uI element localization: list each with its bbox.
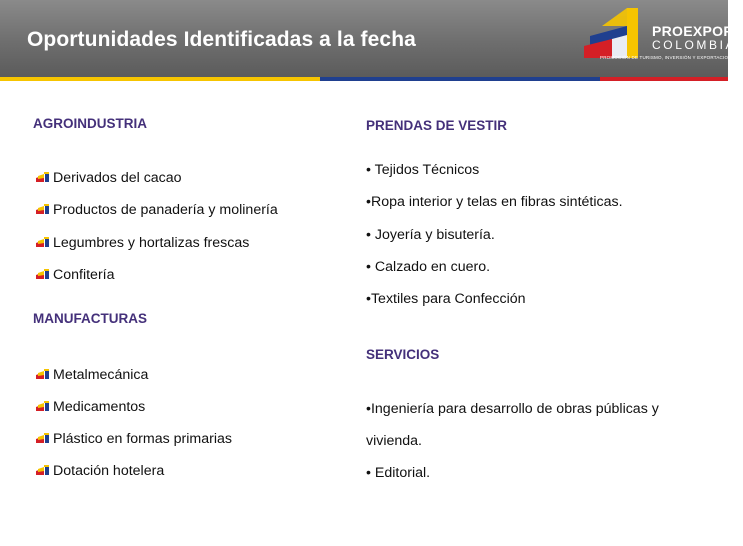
flag-bullet-icon: [35, 433, 50, 444]
list-item: Metalmecánica: [53, 367, 149, 383]
list-item: •Ingeniería para desarrollo de obras públicas y: [366, 401, 659, 417]
list-item: • Joyería y bisutería.: [366, 227, 495, 243]
list-item: Plástico en formas primarias: [53, 431, 232, 447]
list-item: •Textiles para Confección: [366, 291, 526, 307]
header-bar: [0, 0, 743, 77]
list-item: •Ropa interior y telas en fibras sintéticas.: [366, 194, 623, 210]
section-title-servicios: SERVICIOS: [366, 347, 440, 362]
logo-tagline: PROMOCIÓN DE TURISMO, INVERSIÓN Y EXPORTACIONES: [600, 55, 739, 60]
list-item: Legumbres y hortalizas frescas: [53, 235, 250, 251]
list-item: Dotación hotelera: [53, 463, 165, 479]
list-item: • Calzado en cuero.: [366, 259, 491, 275]
color-stripe: [0, 77, 728, 81]
flag-bullet-icon: [35, 465, 50, 476]
logo-text-line2: COLOMBIA: [652, 38, 737, 52]
list-item: • Tejidos Técnicos: [366, 162, 480, 178]
section-title-manufacturas: MANUFACTURAS: [33, 311, 147, 326]
flag-bullet-icon: [35, 401, 50, 412]
list-item: Medicamentos: [53, 399, 146, 415]
flag-bullet-icon: [35, 237, 50, 248]
flag-bullet-icon: [35, 204, 50, 215]
flag-bullet-icon: [35, 269, 50, 280]
section-title-agroindustria: AGROINDUSTRIA: [33, 116, 147, 131]
list-item: • Editorial.: [366, 465, 431, 481]
logo-text-line1: PROEXPORT: [652, 23, 743, 39]
page-title: Oportunidades Identificadas a la fecha: [27, 28, 416, 51]
list-item: Productos de panadería y molinería: [53, 202, 278, 218]
flag-bullet-icon: [35, 172, 50, 183]
list-item: vivienda.: [366, 433, 422, 449]
flag-bullet-icon: [35, 369, 50, 380]
list-item: Confitería: [53, 267, 115, 283]
section-title-prendas: PRENDAS DE VESTIR: [366, 118, 508, 133]
list-item: Derivados del cacao: [53, 170, 182, 186]
